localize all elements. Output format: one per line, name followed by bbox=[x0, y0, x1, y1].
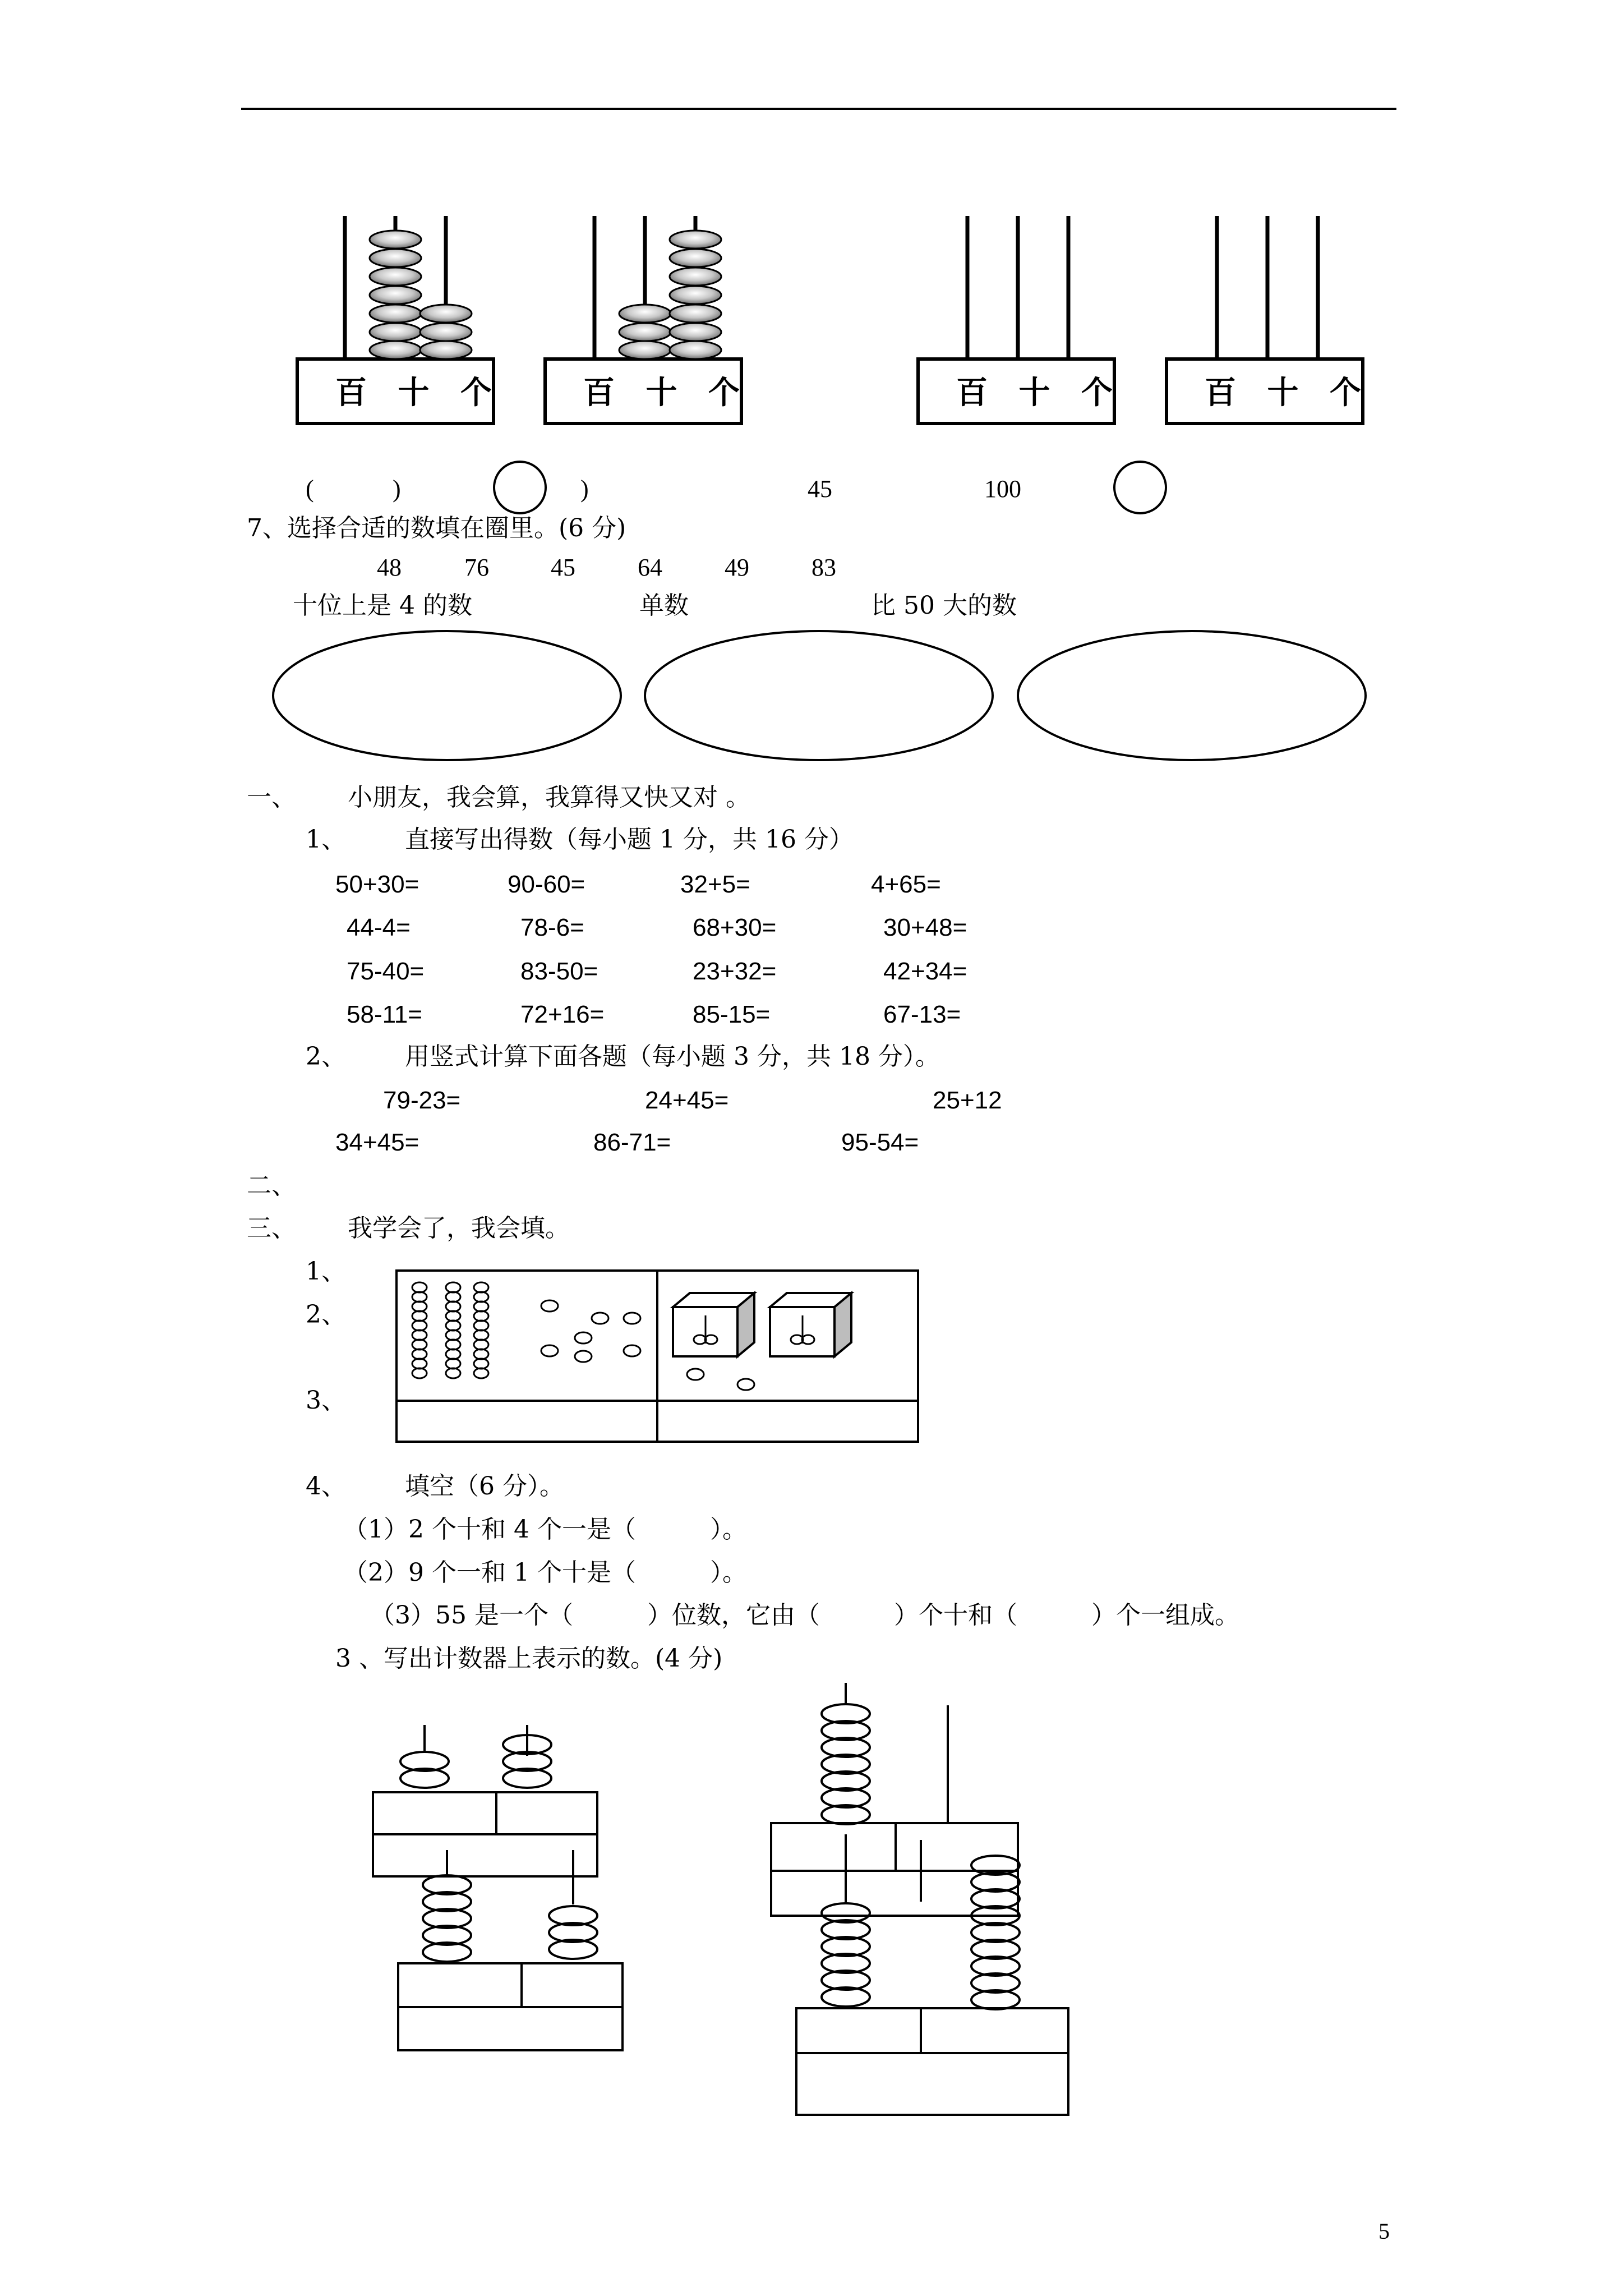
counter-2 bbox=[398, 1850, 623, 2050]
oral-problem: 83-50= bbox=[520, 958, 598, 985]
sub-1-heading: 直接写出得数（每小题 1 分，共 16 分） bbox=[405, 825, 854, 854]
oral-problem: 30+48= bbox=[883, 914, 967, 941]
cube-boxes bbox=[673, 1293, 851, 1356]
answer-paren-close-1: ) bbox=[393, 475, 401, 503]
section-3-number: 三、 bbox=[247, 1214, 296, 1243]
vertical-problem: 95-54= bbox=[841, 1129, 919, 1156]
counter-4 bbox=[796, 1834, 1068, 2115]
section-1-heading: 小朋友，我会算，我算得又快又对 。 bbox=[348, 783, 750, 812]
q7-ovals bbox=[273, 631, 1366, 760]
section-3-item-1: 1、 bbox=[306, 1257, 346, 1286]
oral-problem: 72+16= bbox=[520, 1001, 605, 1028]
vertical-problem: 24+45= bbox=[645, 1087, 729, 1114]
fill-question: （2）9 个一和 1 个十是（ ）。 bbox=[343, 1558, 747, 1587]
abacus-3-place-labels: 百 十 个 bbox=[956, 374, 1123, 411]
vertical-problem: 25+12 bbox=[933, 1087, 1002, 1114]
section-3-item-4-heading: 填空（6 分）。 bbox=[405, 1472, 564, 1501]
q7-number: 76 bbox=[464, 554, 489, 581]
abacus-4-place-labels: 百 十 个 bbox=[1205, 374, 1371, 411]
q7-label-over-50: 比 50 大的数 bbox=[871, 591, 1017, 620]
oral-problem: 58-11= bbox=[347, 1001, 422, 1028]
answer-number-45: 45 bbox=[808, 475, 832, 503]
fill-question: （1）2 个十和 4 个一是（ ）。 bbox=[343, 1515, 747, 1544]
vertical-problem: 79-23= bbox=[383, 1087, 461, 1114]
answer-circle-1 bbox=[494, 462, 546, 513]
q7-number: 49 bbox=[725, 554, 749, 581]
answer-paren-close-2: ) bbox=[580, 475, 589, 503]
vertical-problem: 86-71= bbox=[593, 1129, 671, 1156]
fill-question: （3）55 是一个（ ）位数，它由（ ）个十和（ ）个一组成。 bbox=[370, 1601, 1239, 1630]
q7-title: 7、选择合适的数填在圈里。(6 分) bbox=[247, 514, 626, 542]
answer-number-100: 100 bbox=[984, 475, 1021, 503]
q7-label-tens-4: 十位上是 4 的数 bbox=[293, 591, 472, 620]
oral-problem: 42+34= bbox=[883, 958, 967, 985]
cube-box-2 bbox=[770, 1293, 851, 1356]
sub-2-number: 2、 bbox=[306, 1042, 346, 1071]
oral-problem: 68+30= bbox=[693, 914, 777, 941]
section-3-item-2: 2、 bbox=[306, 1300, 346, 1329]
oral-problem: 90-60= bbox=[508, 871, 585, 898]
q7-number: 45 bbox=[551, 554, 575, 581]
oral-problem: 4+65= bbox=[871, 871, 941, 898]
q7-number: 48 bbox=[377, 554, 402, 581]
oral-problem: 67-13= bbox=[883, 1001, 961, 1028]
abacus-2-tens-beads bbox=[619, 305, 671, 359]
abacus-1-ones-beads bbox=[420, 305, 472, 359]
counter-question: 3 、写出计数器上表示的数。(4 分) bbox=[335, 1644, 723, 1673]
oral-problem: 50+30= bbox=[335, 871, 419, 898]
q7-label-odd: 单数 bbox=[639, 591, 689, 620]
bead-string-2 bbox=[446, 1282, 460, 1378]
answer-paren-open: ( bbox=[306, 475, 314, 503]
q7-number: 83 bbox=[811, 554, 836, 581]
section-2-number: 二、 bbox=[247, 1171, 296, 1200]
counter-1 bbox=[373, 1725, 597, 1876]
section-3-item-4-number: 4、 bbox=[306, 1472, 346, 1501]
abacus-2-place-labels: 百 十 个 bbox=[583, 374, 750, 411]
oral-problem: 32+5= bbox=[680, 871, 750, 898]
section-3-heading: 我学会了，我会填。 bbox=[348, 1214, 570, 1243]
cube-box-1 bbox=[673, 1293, 754, 1356]
answer-circle-2 bbox=[1114, 462, 1166, 513]
bead-string-3 bbox=[474, 1282, 488, 1378]
vertical-problem: 34+45= bbox=[335, 1129, 419, 1156]
abacus-1-place-labels: 百 十 个 bbox=[335, 374, 502, 411]
section-1-number: 一、 bbox=[247, 783, 296, 812]
section-3-item-3: 3、 bbox=[306, 1386, 346, 1415]
sub-1-number: 1、 bbox=[306, 825, 346, 854]
page-number: 5 bbox=[1378, 2219, 1390, 2244]
oral-problem: 75-40= bbox=[347, 958, 425, 985]
oral-problem: 78-6= bbox=[520, 914, 584, 941]
sub-2-heading: 用竖式计算下面各题（每小题 3 分，共 18 分）。 bbox=[405, 1042, 940, 1071]
abacus-1-tens-beads bbox=[370, 231, 421, 359]
oral-problem: 85-15= bbox=[693, 1001, 771, 1028]
abacus-2-ones-beads bbox=[670, 231, 721, 359]
oral-problem: 23+32= bbox=[693, 958, 777, 985]
oral-problem: 44-4= bbox=[347, 914, 411, 941]
counter-3 bbox=[771, 1683, 1018, 1916]
bead-string-1 bbox=[412, 1282, 427, 1378]
q7-number: 64 bbox=[638, 554, 662, 581]
